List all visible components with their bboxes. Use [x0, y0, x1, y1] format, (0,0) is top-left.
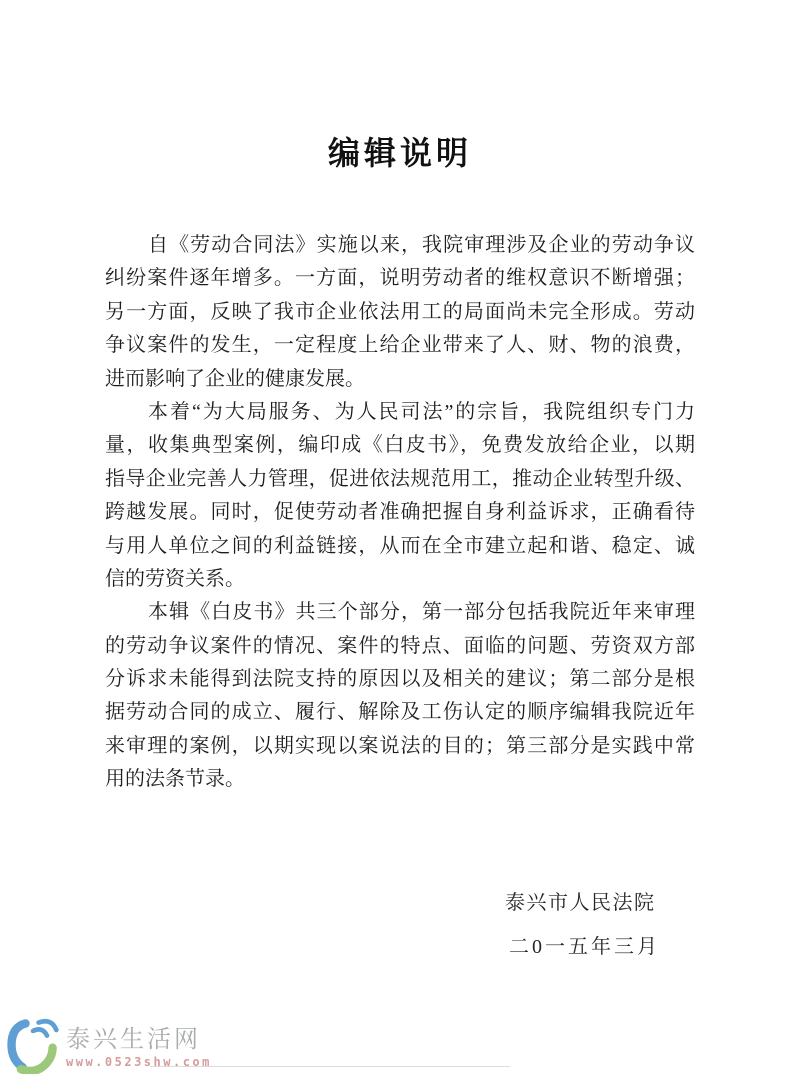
text-line: 争议案件的发生，一定程度上给企业带来了人、财、物的浪费，	[105, 334, 695, 357]
document-body	[105, 229, 695, 797]
signature-block	[505, 886, 685, 959]
text-line: 自《劳动合同法》实施以来，我院审理涉及企业的劳动争议	[148, 234, 695, 256]
text-line: 纠纷案件逐年增多。一方面，说明劳动者的维权意识不断增强；	[105, 267, 695, 290]
text-line: 的劳动争议案件的情况、案件的特点、面临的问题、劳资双方部	[105, 634, 695, 657]
signature-organization: 泰兴市人民法院	[505, 892, 656, 914]
signature-date: 二0一五年三月	[509, 936, 660, 958]
text-line: 来审理的案例，以期实现以案说法的目的；第三部分是实践中常	[105, 734, 695, 757]
site-name: 泰兴生活网	[66, 1026, 201, 1053]
text-line: 进而影响了企业的健康发展。	[105, 367, 365, 390]
text-line: 指导企业完善人力管理，促进依法规范用工，推动企业转型升级、	[105, 467, 695, 490]
page-title: 编辑说明	[327, 135, 472, 171]
site-watermark-text	[66, 1014, 212, 1069]
text-line: 与用人单位之间的利益链接，从而在全市建立起和谐、稳定、诚	[105, 534, 695, 557]
text-line: 另一方面，反映了我市企业依法用工的局面尚未完全形成。劳动	[105, 300, 695, 323]
text-line: 量，收集典型案例，编印成《白皮书》，免费发放给企业，以期	[105, 434, 695, 457]
text-line: 分诉求未能得到法院支持的原因以及相关的建议；第二部分是根	[105, 668, 695, 691]
text-line: 本辑《白皮书》共三个部分，第一部分包括我院近年来审理	[148, 601, 695, 624]
text-line: 据劳动合同的成立、履行、解除及工伤认定的顺序编辑我院近年	[105, 701, 695, 724]
site-url: www.0523shw.com	[66, 1055, 212, 1069]
text-line: 用的法条节录。	[105, 768, 245, 791]
text-line: 本着“为大局服务、为人民司法”的宗旨，我院组织专门力	[148, 400, 695, 423]
site-logo-icon	[5, 1014, 61, 1077]
text-line: 信的劳资关系。	[105, 567, 245, 590]
site-watermark	[5, 1014, 212, 1077]
text-line: 跨越发展。同时，促使劳动者准确把握自身利益诉求，正确看待	[105, 501, 695, 524]
